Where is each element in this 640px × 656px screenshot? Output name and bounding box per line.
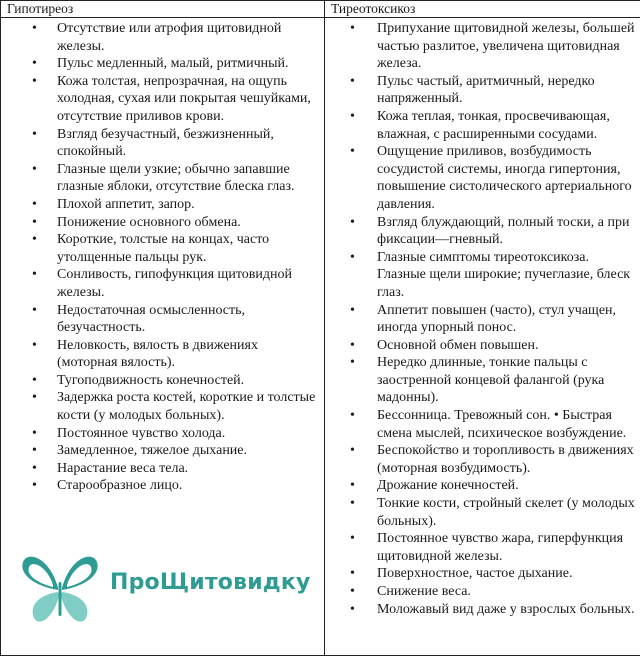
list-item bbox=[325, 477, 640, 495]
list-item bbox=[325, 214, 640, 249]
list-item bbox=[325, 565, 640, 583]
list-item bbox=[1, 161, 324, 196]
list-item-text: Нередко длинные, тонкие пальцы с заостренной концевой фалангой (рука мадонны). bbox=[377, 355, 604, 405]
list-item bbox=[1, 389, 324, 424]
list-item-text: Кожа теплая, тонкая, просвечивающая, влажная, с расширенными сосудами. bbox=[377, 109, 610, 142]
list-item-text: Припухание щитовидной железы, большей частью разлитое, увеличена щитовидная железа. bbox=[377, 21, 635, 71]
list-item bbox=[325, 302, 640, 337]
list-item-text: Взгляд блуждающий, полный тоски, а при фиксации—гневный. bbox=[377, 215, 629, 248]
list-item bbox=[325, 583, 640, 601]
bullet-icon: • bbox=[32, 442, 37, 460]
bullet-icon: • bbox=[32, 372, 37, 390]
bullet-icon: • bbox=[350, 73, 355, 91]
list-item bbox=[1, 302, 324, 337]
bullet-icon: • bbox=[32, 460, 37, 478]
list-item bbox=[325, 407, 640, 442]
list-item-text: Моложавый вид даже у взрослых больных. bbox=[377, 602, 635, 617]
list-item bbox=[325, 495, 640, 530]
bullet-icon: • bbox=[350, 583, 355, 601]
bullet-icon: • bbox=[350, 530, 355, 548]
bullet-icon: • bbox=[32, 55, 37, 73]
list-item bbox=[1, 337, 324, 372]
bullet-icon: • bbox=[32, 266, 37, 284]
list-item bbox=[325, 143, 640, 213]
list-item-text: Сонливость, гипофункция щитовидной железы. bbox=[57, 267, 292, 300]
bullet-icon: • bbox=[350, 302, 355, 320]
list-item-text: Тугоподвижность конечностей. bbox=[57, 373, 244, 388]
list-item-text: Отсутствие или атрофия щитовидной железы. bbox=[57, 21, 281, 54]
bullet-icon: • bbox=[32, 425, 37, 443]
list-item-text: Короткие, толстые на концах, часто утолщенные пальцы рук. bbox=[57, 232, 269, 265]
bullet-icon: • bbox=[350, 249, 355, 267]
list-item bbox=[325, 337, 640, 355]
thyrotoxicosis-cell bbox=[325, 18, 640, 656]
list-item bbox=[1, 231, 324, 266]
bullet-icon: • bbox=[32, 126, 37, 144]
bullet-icon: • bbox=[350, 214, 355, 232]
bullet-icon: • bbox=[32, 196, 37, 214]
list-item bbox=[325, 354, 640, 407]
bullet-icon: • bbox=[32, 302, 37, 320]
thyrotoxicosis-list bbox=[325, 18, 640, 618]
bullet-icon: • bbox=[32, 20, 37, 38]
list-item bbox=[325, 249, 640, 302]
list-item bbox=[1, 442, 324, 460]
list-item bbox=[325, 601, 640, 619]
list-item bbox=[1, 20, 324, 55]
bullet-icon: • bbox=[32, 231, 37, 249]
list-item bbox=[1, 372, 324, 390]
list-item bbox=[325, 530, 640, 565]
list-item-text: Старообразное лицо. bbox=[57, 478, 182, 493]
bullet-icon: • bbox=[350, 495, 355, 513]
bullet-icon: • bbox=[32, 73, 37, 91]
bullet-icon: • bbox=[350, 143, 355, 161]
column-header-thyrotoxicosis: Тиреотоксикоз bbox=[325, 1, 640, 18]
list-item bbox=[325, 442, 640, 477]
bullet-icon: • bbox=[32, 477, 37, 495]
bullet-icon: • bbox=[32, 161, 37, 179]
list-item bbox=[1, 73, 324, 126]
bullet-icon: • bbox=[350, 108, 355, 126]
list-item-text: Кожа толстая, непрозрачная, на ощупь холодная, сухая или покрытая чешуйками, отсутствие приливов крови. bbox=[57, 74, 311, 124]
list-item-text: Неловкость, вялость в движениях (моторная вялость). bbox=[57, 338, 258, 371]
bullet-icon: • bbox=[350, 601, 355, 619]
site-logo bbox=[20, 548, 310, 628]
list-item-text: Нарастание веса тела. bbox=[57, 461, 188, 476]
list-item bbox=[1, 196, 324, 214]
list-item-text: Снижение веса. bbox=[377, 584, 471, 599]
list-item-text: Дрожание конечностей. bbox=[377, 478, 519, 493]
list-item-text: Тонкие кости, стройный скелет (у молодых больных). bbox=[377, 496, 635, 529]
bullet-icon: • bbox=[350, 337, 355, 355]
logo-text: ПроЩитовидку bbox=[110, 570, 311, 595]
column-header-hypothyroidism: Гипотиреоз bbox=[1, 1, 325, 18]
list-item-text: Аппетит повышен (часто), стул учащен, иногда упорный понос. bbox=[377, 303, 616, 336]
list-item bbox=[1, 425, 324, 443]
list-item-text: Бессонница. Тревожный сон. • Быстрая смена мыслей, психическое возбуждение. bbox=[377, 408, 626, 441]
list-item-text: Недостаточная осмысленность, безучастность. bbox=[57, 303, 245, 336]
list-item-text: Понижение основного обмена. bbox=[57, 215, 241, 230]
list-item-text: Глазные щели узкие; обычно запавшие глазные яблоки, отсутствие блеска глаз. bbox=[57, 162, 295, 195]
list-item-text: Глазные симптомы тиреотоксикоза. Глазные щели широкие; пучеглазие, блеск глаз. bbox=[377, 250, 630, 300]
bullet-icon: • bbox=[350, 20, 355, 38]
list-item-text: Пульс частый, аритмичный, нередко напряженный. bbox=[377, 74, 595, 107]
bullet-icon: • bbox=[350, 565, 355, 583]
list-item-text: Постоянное чувство холода. bbox=[57, 426, 225, 441]
bullet-icon: • bbox=[350, 407, 355, 425]
bullet-icon: • bbox=[32, 337, 37, 355]
list-item-text: Задержка роста костей, короткие и толстые кости (у молодых больных). bbox=[57, 390, 315, 423]
list-item bbox=[325, 73, 640, 108]
hypothyroidism-list bbox=[1, 18, 324, 495]
list-item-text: Плохой аппетит, запор. bbox=[57, 197, 195, 212]
bullet-icon: • bbox=[32, 389, 37, 407]
list-item bbox=[325, 108, 640, 143]
list-item-text: Основной обмен повышен. bbox=[377, 338, 538, 353]
header-row bbox=[1, 1, 640, 18]
list-item bbox=[1, 266, 324, 301]
list-item-text: Постоянное чувство жара, гиперфункция щитовидной железы. bbox=[377, 531, 623, 564]
list-item bbox=[325, 20, 640, 73]
list-item-text: Замедленное, тяжелое дыхание. bbox=[57, 443, 247, 458]
list-item bbox=[1, 460, 324, 478]
list-item-text: Пульс медленный, малый, ритмичный. bbox=[57, 56, 289, 71]
list-item bbox=[1, 214, 324, 232]
butterfly-icon bbox=[20, 548, 100, 628]
list-item-text: Ощущение приливов, возбудимость сосудистой системы, иногда гипертония, повышение систолического артериального давления. bbox=[377, 144, 632, 212]
bullet-icon: • bbox=[32, 214, 37, 232]
list-item bbox=[1, 55, 324, 73]
bullet-icon: • bbox=[350, 354, 355, 372]
bullet-icon: • bbox=[350, 442, 355, 460]
list-item-text: Взгляд безучастный, безжизненный, спокойный. bbox=[57, 127, 274, 160]
list-item bbox=[1, 477, 324, 495]
list-item bbox=[1, 126, 324, 161]
list-item-text: Беспокойство и торопливость в движениях (моторная возбудимость). bbox=[377, 443, 634, 476]
bullet-icon: • bbox=[350, 477, 355, 495]
list-item-text: Поверхностное, частое дыхание. bbox=[377, 566, 572, 581]
